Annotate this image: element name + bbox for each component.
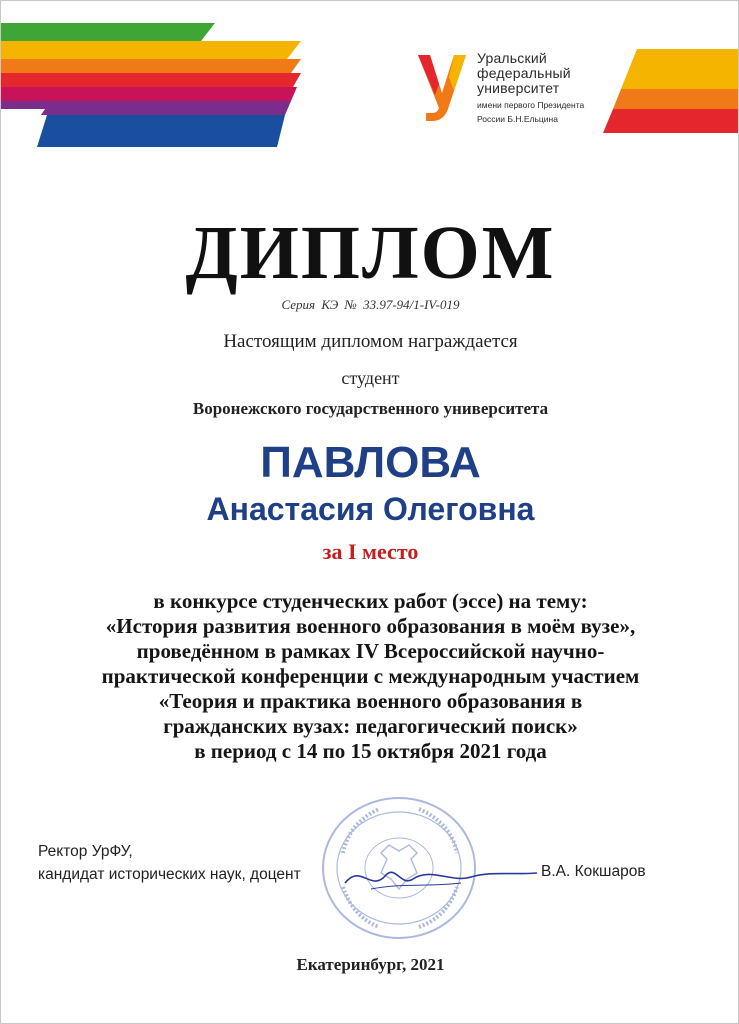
description-line: практической конференции с международным участием (101, 664, 640, 688)
description-line: гражданских вузах: педагогический поиск» (163, 714, 578, 738)
recipient-surname: ПАВЛОВА (260, 438, 481, 487)
org-logo-text (477, 51, 584, 124)
awarded-text: Настоящим дипломом награждается (223, 331, 518, 352)
recipient-given-names: Анастасия Олеговна (206, 491, 535, 527)
decorative-stripes-right (601, 49, 739, 133)
series-number: Серия КЭ № 33.97-94/1-IV-019 (281, 297, 460, 312)
description-line: «Теория и практика военного образования в (158, 689, 583, 713)
org-name-line: университет (477, 80, 560, 96)
org-name-line: Уральский (477, 50, 547, 66)
diploma-title: ДИПЛОМ (185, 211, 556, 295)
signatory-name: В.А. Кокшаров (541, 863, 646, 880)
stripe-orange (1, 59, 301, 73)
description-line: «История развития военного образования в моём вузе», (105, 614, 636, 638)
position-line: Ректор УрФУ, (38, 843, 133, 860)
org-sub-line: имени первого Президента (477, 100, 585, 110)
description-line: в конкурсе студенческих работ (эссе) на тему: (153, 589, 588, 613)
description-line: проведённом в рамках IV Всероссийской научно- (136, 639, 605, 663)
org-name-line: федеральный (477, 65, 571, 81)
award-place: за I место (322, 539, 419, 564)
decorative-stripes (1, 1, 301, 161)
recipient-university: Воронежского государственного университета (192, 399, 549, 418)
stripe-blue (37, 115, 285, 147)
stripe-yellow (1, 41, 301, 59)
signatory-position (38, 840, 301, 886)
position-line: кандидат исторических наук, доцент (38, 866, 301, 883)
city-year: Екатеринбург, 2021 (296, 955, 445, 974)
stripe-magenta (1, 87, 297, 101)
urfu-logo-icon (414, 53, 468, 123)
award-description (1, 589, 739, 764)
stripe-red (1, 73, 301, 87)
recipient-role: студент (341, 368, 400, 388)
org-sub-line: России Б.Н.Ельцина (477, 114, 558, 124)
description-line: в период с 14 по 15 октября 2021 года (194, 739, 547, 763)
stripe-purple (1, 101, 291, 115)
stripe-green (1, 23, 215, 41)
handwritten-signature (341, 853, 541, 903)
